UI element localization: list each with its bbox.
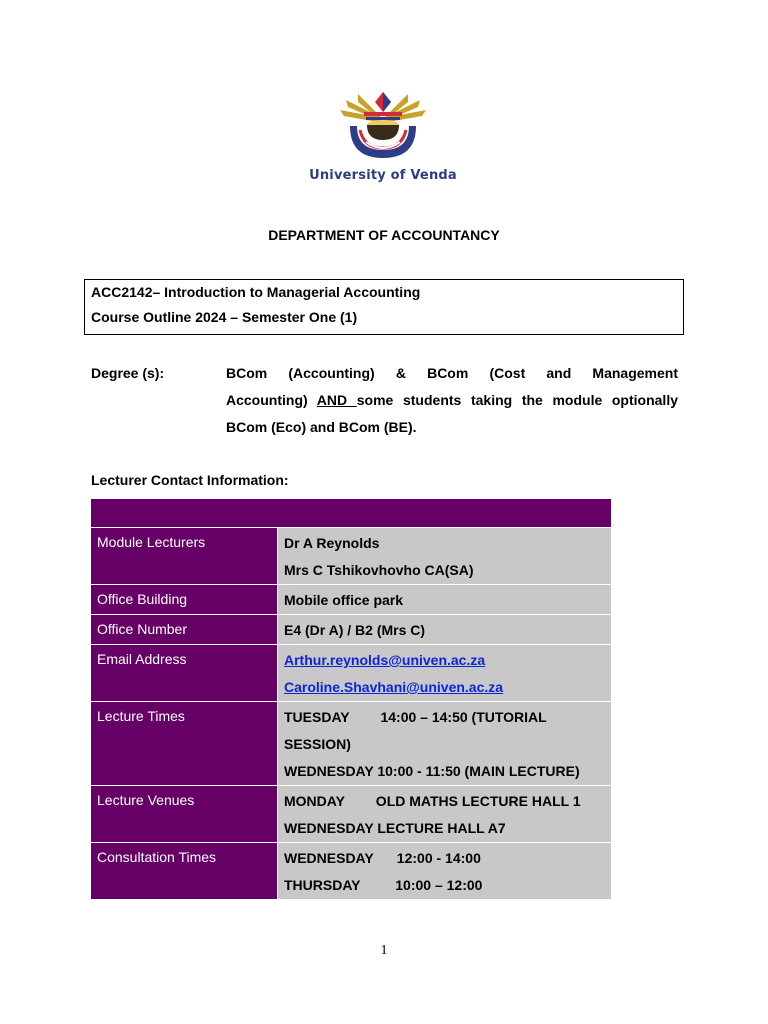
row-label: Lecture Times [91,702,278,786]
department-title: DEPARTMENT OF ACCOUNTANCY [268,227,500,243]
table-row [91,843,612,900]
degree-description [226,360,678,441]
venue-line: MONDAY OLD MATHS LECTURE HALL 1 [284,793,581,809]
lecturer-contact-table [90,498,612,900]
office-building-value: Mobile office park [284,592,404,608]
course-info-box [84,279,684,335]
office-number-value: E4 (Dr A) / B2 (Mrs C) [284,622,426,638]
course-code-title: ACC2142– Introduction to Managerial Accounting [91,284,421,300]
lecture-time-line: SESSION) [284,736,351,752]
table-row [91,528,612,585]
table-row [91,786,612,843]
degree-line-2-pre: Accounting) [226,392,317,408]
table-row [91,615,612,645]
degree-line-2 [226,387,678,414]
row-label: Office Building [91,585,278,615]
lecturer-section-title: Lecturer Contact Information: [91,472,289,488]
consultation-line: WEDNESDAY 12:00 - 14:00 [284,850,481,866]
table-row [91,702,612,786]
venda-crest-icon [278,92,488,168]
row-value [278,615,612,645]
degree-line-2-and: AND [316,392,357,408]
row-value [278,585,612,615]
venue-line: WEDNESDAY LECTURE HALL A7 [284,820,506,836]
lecture-time-line: WEDNESDAY 10:00 - 11:50 (MAIN LECTURE) [284,763,580,779]
table-header-row [91,499,612,528]
university-logo [278,92,488,188]
row-value [278,645,612,702]
lecturer-name: Dr A Reynolds [284,535,380,551]
email-link[interactable]: Arthur.reynolds@univen.ac.za [284,652,486,668]
degree-line-2-post: some students taking the module optionally [356,392,678,408]
consultation-line: THURSDAY 10:00 – 12:00 [284,877,483,893]
university-name: University of Venda [309,168,457,183]
row-label: Consultation Times [91,843,278,900]
lecture-time-line: TUESDAY 14:00 – 14:50 (TUTORIAL [284,709,547,725]
row-label: Module Lecturers [91,528,278,585]
row-value [278,843,612,900]
table-header [91,499,612,528]
degree-label: Degree (s): [91,365,165,381]
row-value [278,702,612,786]
row-value [278,528,612,585]
email-link[interactable]: Caroline.Shavhani@univen.ac.za [284,679,504,695]
lecturer-name: Mrs C Tshikovhovho CA(SA) [284,562,474,578]
degree-line-3: BCom (Eco) and BCom (BE). [226,419,417,435]
row-label: Lecture Venues [91,786,278,843]
row-value [278,786,612,843]
table-row [91,645,612,702]
course-outline: Course Outline 2024 – Semester One (1) [91,309,358,325]
row-label: Email Address [91,645,278,702]
page-number: 1 [380,943,388,958]
degree-line-1: BCom (Accounting) & BCom (Cost and Management [226,365,678,381]
table-row [91,585,612,615]
row-label: Office Number [91,615,278,645]
